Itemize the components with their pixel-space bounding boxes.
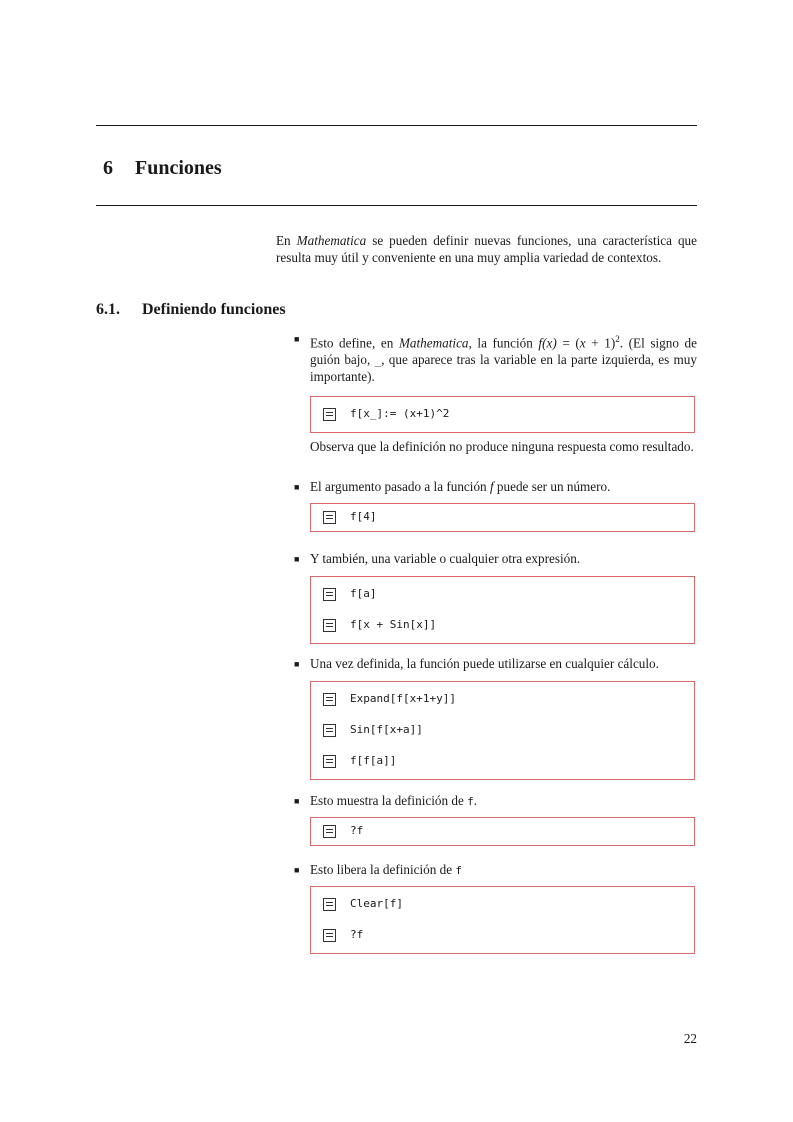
input-cell[interactable]	[311, 506, 694, 529]
item-text	[310, 331, 697, 386]
item-text-part: . (El signo de guión bajo,	[310, 335, 697, 367]
input-cell-group	[310, 576, 695, 644]
input-cell-group	[310, 886, 695, 954]
item-text-part: puede ser un número.	[493, 479, 611, 494]
intro-text: se pueden definir nuevas funciones, una característica que resulta muy útil y conveniente en una muy amplia variedad de contextos.	[276, 233, 697, 265]
input-cell[interactable]	[311, 715, 694, 746]
input-cell[interactable]	[311, 610, 694, 641]
cell-code: f[x + Sin[x]]	[350, 617, 437, 631]
inline-code: f	[467, 795, 474, 808]
cell-bracket-icon	[323, 724, 336, 737]
bullet-icon: ■	[294, 796, 300, 806]
input-cell[interactable]	[311, 746, 694, 777]
item-text-part: Esto libera la definición de	[310, 862, 456, 877]
cell-bracket-icon	[323, 408, 336, 421]
cell-bracket-icon	[323, 588, 336, 601]
item-note: Observa que la definición no produce ninguna respuesta como resultado.	[310, 438, 694, 454]
bullet-icon: ■	[294, 659, 300, 669]
item-text	[310, 479, 697, 496]
math-symbol: = (	[556, 335, 580, 351]
cell-bracket-icon	[323, 898, 336, 911]
cell-bracket-icon	[323, 511, 336, 524]
cell-bracket-icon	[323, 693, 336, 706]
input-cell[interactable]	[311, 820, 694, 843]
cell-code: Sin[f[x+a]]	[350, 722, 423, 736]
chapter-heading	[103, 155, 222, 181]
bullet-icon: ■	[294, 334, 300, 344]
cell-code: f[4]	[350, 509, 377, 523]
input-cell[interactable]	[311, 920, 694, 951]
item-text: Y también, una variable o cualquier otra expresión.	[310, 551, 581, 566]
cell-bracket-icon	[323, 619, 336, 632]
bullet-icon: ■	[294, 865, 300, 875]
bullet-item-use-in-calculation	[294, 656, 697, 780]
item-emphasis: f	[489, 479, 494, 494]
input-cell[interactable]	[311, 889, 694, 920]
input-cell[interactable]	[311, 684, 694, 715]
cell-bracket-icon	[323, 929, 336, 942]
intro-paragraph	[276, 233, 697, 266]
bullet-item-number-argument	[294, 479, 697, 532]
chapter-rule-bottom	[96, 205, 697, 206]
math-symbol: f	[538, 335, 543, 351]
section-number: 6.1.	[96, 301, 120, 318]
item-text-part: , la función	[468, 335, 539, 351]
page-number: 22	[683, 1031, 697, 1046]
input-cell-group	[310, 503, 695, 532]
item-text-part: Esto define, en	[310, 335, 399, 351]
input-cell-group	[310, 681, 695, 780]
input-cell-group	[310, 396, 695, 433]
item-text	[310, 793, 697, 811]
bullet-item-variable-argument	[294, 551, 697, 644]
inline-code: f	[455, 864, 463, 877]
cell-code: f[a]	[350, 586, 377, 600]
cell-code: Clear[f]	[350, 896, 403, 910]
cell-code: f[f[a]]	[350, 753, 397, 767]
section-title: Definiendo funciones	[142, 301, 286, 318]
bullet-icon: ■	[294, 554, 300, 564]
math-symbol: + 1)	[585, 335, 616, 351]
bullet-item-define-function	[294, 331, 697, 455]
item-text-part: Esto muestra la definición de	[310, 793, 468, 808]
inline-code: _	[374, 353, 382, 367]
item-text-part: , que aparece tras la variable en la parte izquierda, es muy importante).	[310, 351, 697, 385]
item-emphasis: Mathematica	[398, 335, 469, 351]
cell-code: ?f	[350, 823, 364, 837]
input-cell[interactable]	[311, 579, 694, 610]
math-exponent: 2	[615, 334, 620, 344]
chapter-number: 6	[103, 157, 113, 179]
cell-code: ?f	[350, 927, 364, 941]
item-text: Una vez definida, la función puede utilizarse en cualquier cálculo.	[310, 656, 659, 671]
bullet-icon: ■	[294, 482, 300, 492]
intro-text: En	[276, 233, 297, 248]
math-symbol: x	[579, 335, 586, 351]
cell-bracket-icon	[323, 825, 336, 838]
chapter-title: Funciones	[135, 157, 222, 179]
math-symbol: (x)	[542, 335, 557, 351]
intro-emphasis: Mathematica	[296, 233, 367, 248]
bullet-item-show-definition	[294, 793, 697, 846]
cell-code: Expand[f[x+1+y]]	[350, 691, 456, 705]
item-text-part: .	[473, 793, 478, 808]
input-cell[interactable]	[311, 399, 694, 430]
item-text	[310, 862, 697, 880]
input-cell-group	[310, 817, 695, 846]
bullet-item-clear-definition	[294, 862, 697, 954]
item-text-part: El argumento pasado a la función	[310, 479, 490, 494]
cell-bracket-icon	[323, 755, 336, 768]
cell-code: f[x_]:= (x+1)^2	[350, 407, 450, 421]
section-heading	[96, 300, 286, 320]
chapter-rule-top	[96, 125, 697, 126]
